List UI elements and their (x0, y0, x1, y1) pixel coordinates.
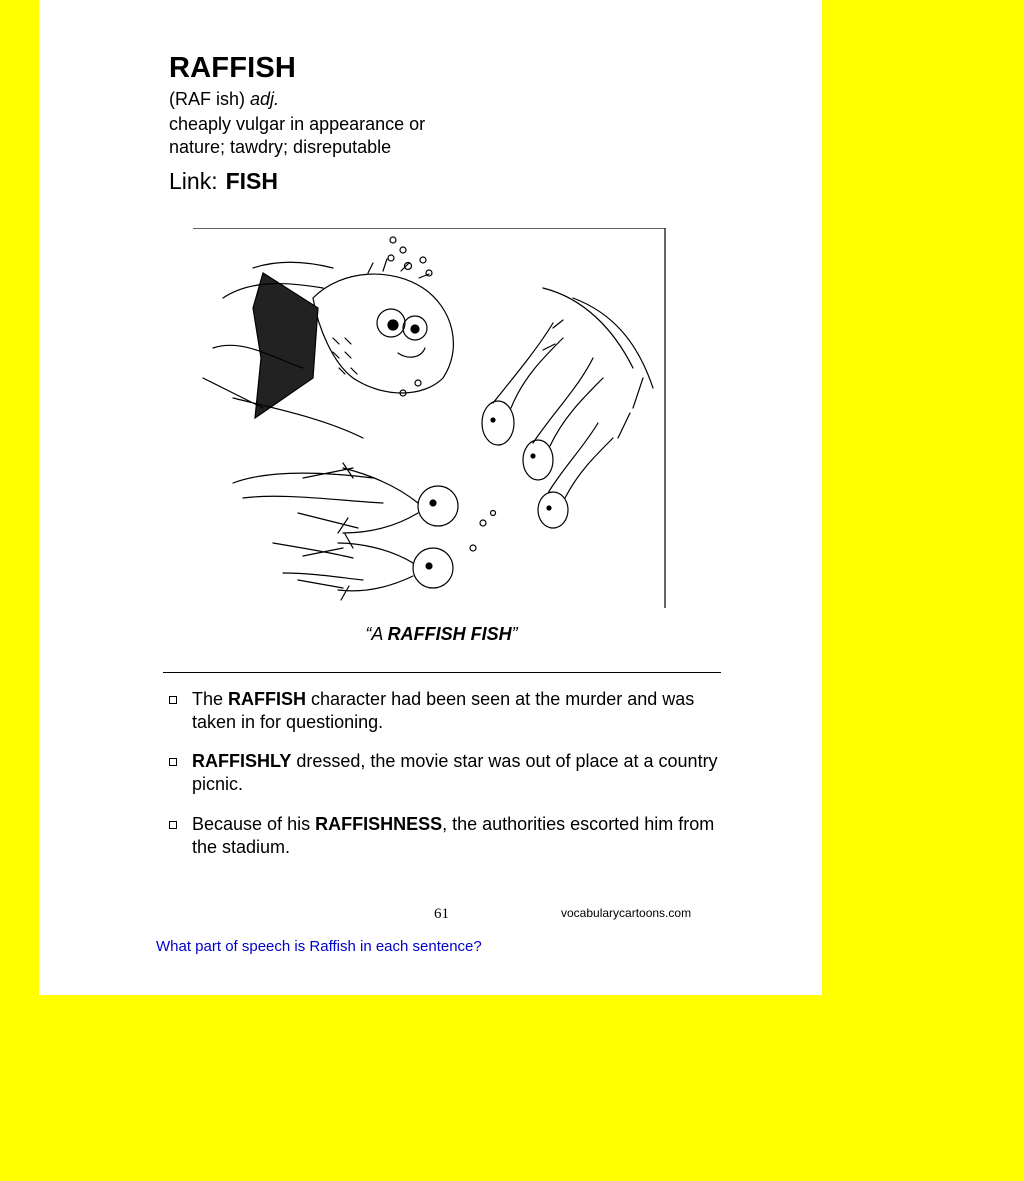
pronunciation: (RAF ish) (169, 89, 245, 109)
website-credit: vocabularycartoons.com (561, 906, 692, 920)
definition-line-2: nature; tawdry; disreputable (169, 137, 392, 157)
caption-text: RAFFISH FISH (387, 624, 512, 644)
caption-open-quote: “A (365, 624, 388, 644)
example-sentence-3 (169, 813, 729, 859)
part-of-speech: adj. (250, 89, 280, 109)
right-fish-drawing (482, 288, 653, 528)
sentence-text: RAFFISHLY dressed, the movie star was out of place at a country picnic. (192, 751, 718, 794)
document-page (39, 0, 822, 995)
sentence-text: The RAFFISH character had been seen at the murder and was taken in for questioning. (192, 689, 695, 732)
cartoon-caption (39, 624, 822, 645)
link-line (169, 168, 278, 195)
question-text: What part of speech is Raffish in each sentence? (156, 938, 482, 955)
bottom-fish-drawing (233, 463, 458, 600)
pronunciation-line (169, 89, 279, 110)
definition-line-1: cheaply vulgar in appearance or (169, 114, 426, 134)
big-fish-drawing (203, 259, 453, 438)
entry-word: RAFFISH (169, 52, 297, 84)
bubbles-drawing (388, 237, 496, 551)
fish-cartoon-illustration (193, 228, 667, 608)
bullet-square-icon (169, 821, 177, 829)
bullet-square-icon (169, 696, 177, 704)
link-word: FISH (225, 168, 278, 194)
divider (163, 672, 721, 673)
page-number: 61 (434, 906, 449, 922)
bullet-square-icon (169, 758, 177, 766)
example-sentence-1 (169, 688, 729, 734)
example-sentence-2 (169, 750, 729, 796)
link-label: Link: (169, 168, 218, 194)
sentence-text: Because of his RAFFISHNESS, the authorities escorted him from the stadium. (192, 814, 715, 857)
caption-close-quote: ” (511, 624, 518, 644)
